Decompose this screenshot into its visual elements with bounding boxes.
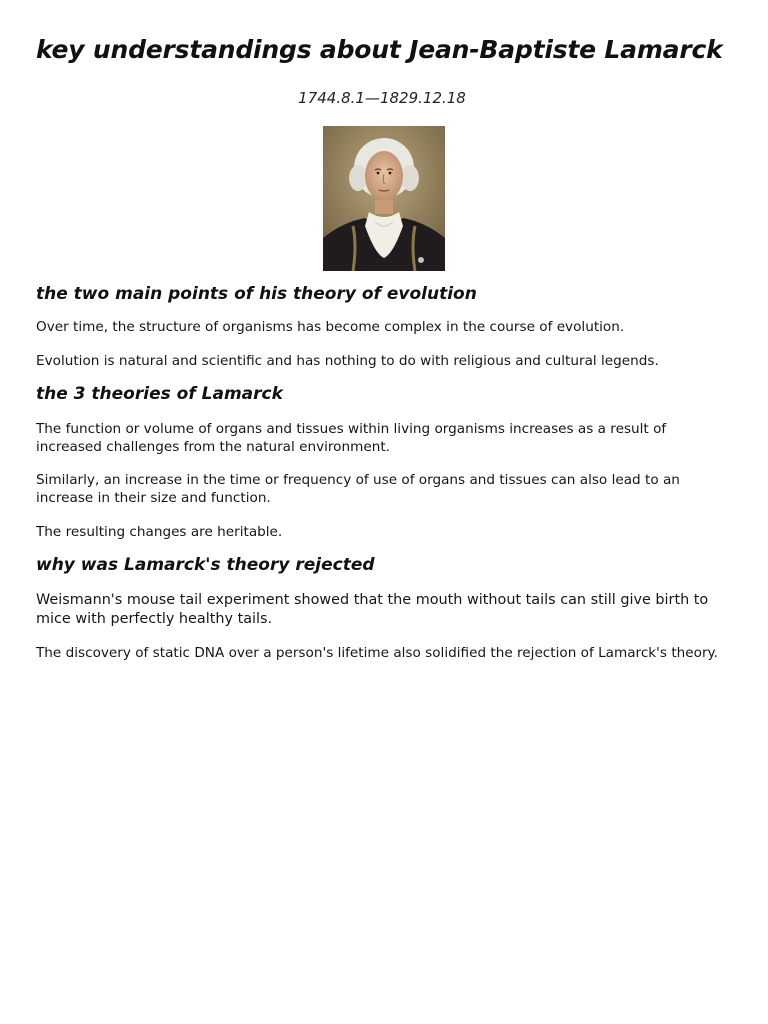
paragraph-main-point-1: Over time, the structure of organisms has become complex in the course of evolution.	[36, 319, 625, 335]
portrait-image	[323, 126, 445, 271]
section-heading-three-theories: the 3 theories of Lamarck	[36, 384, 283, 404]
paragraph-rejection-2: The discovery of static DNA over a person's lifetime also solidified the rejection of Lamarck's theory.	[36, 645, 718, 661]
page-title: key understandings about Jean-Baptiste Lamarck	[36, 35, 723, 64]
section-heading-rejection: why was Lamarck's theory rejected	[36, 555, 375, 575]
paragraph-theory-3: The resulting changes are heritable.	[36, 524, 283, 540]
paragraph-theory-2: Similarly, an increase in the time or frequency of use of organs and tissues can also lead to an increase in their size and function.	[36, 472, 680, 506]
life-dates: 1744.8.1—1829.12.18	[298, 89, 466, 107]
section-heading-main-points: the two main points of his theory of evolution	[36, 284, 477, 304]
paragraph-rejection-1: Weismann's mouse tail experiment showed that the mouth without tails can still give birth to mice with perfectly healthy tails.	[36, 592, 709, 627]
paragraph-theory-1: The function or volume of organs and tissues within living organisms increases as a result of increased challenges from the natural environment.	[36, 421, 667, 455]
paragraph-main-point-2: Evolution is natural and scientific and has nothing to do with religious and cultural legends.	[36, 353, 659, 369]
